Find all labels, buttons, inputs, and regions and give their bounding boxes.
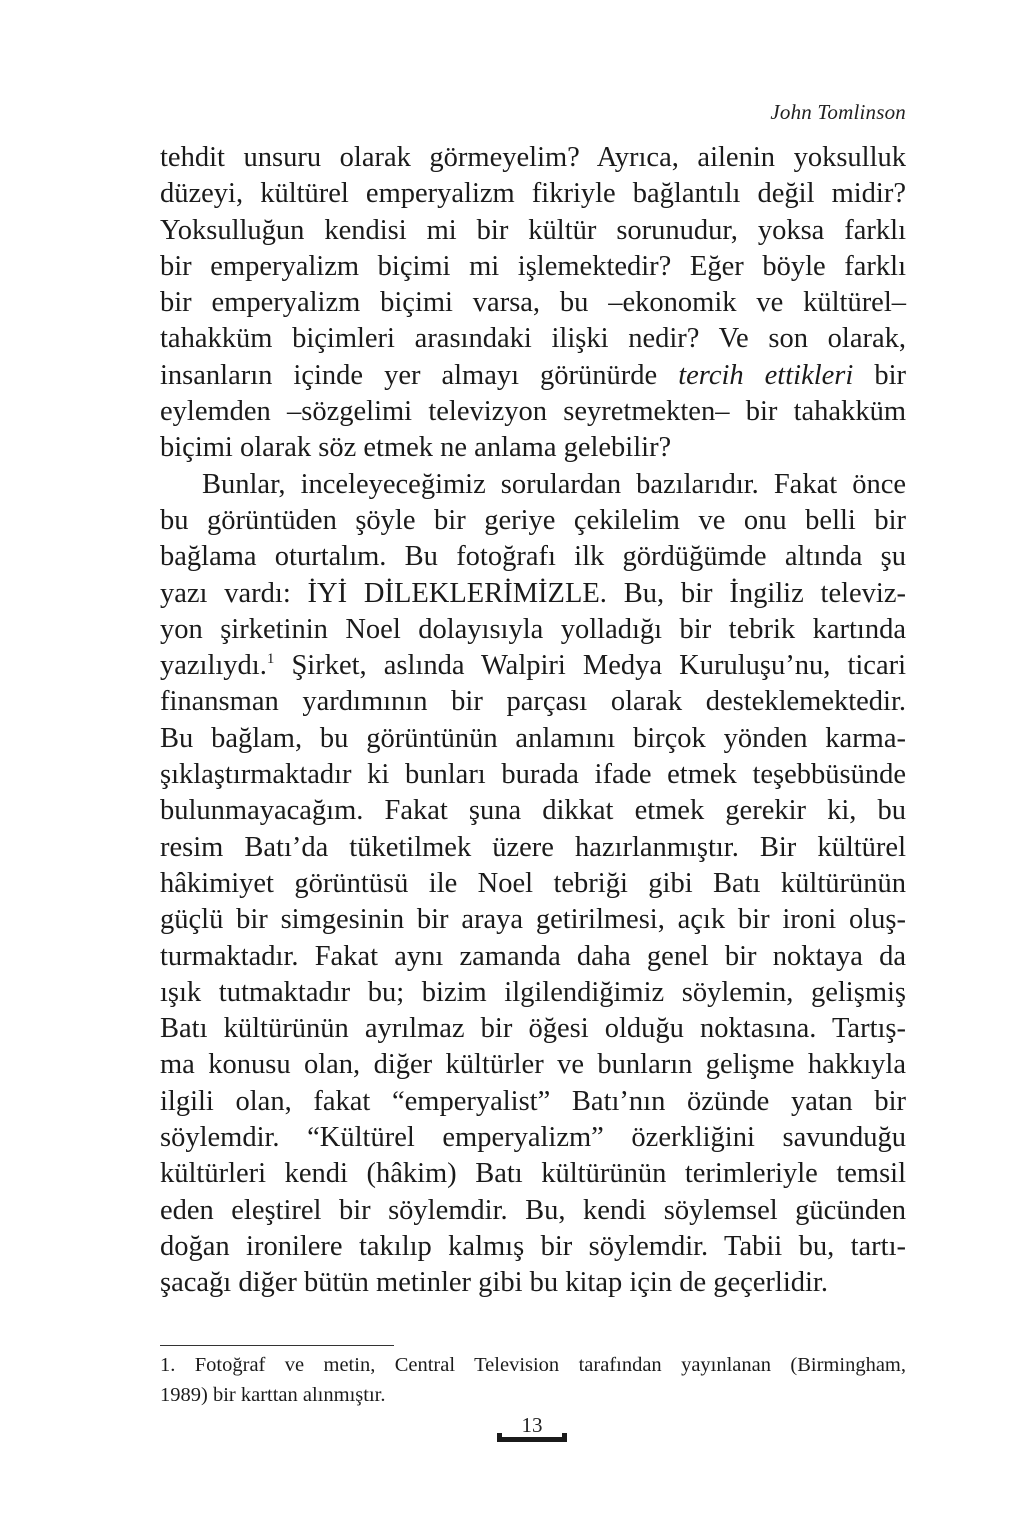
text-line: tahakküm biçimleri arasındaki ilişki nedir? Ve son olarak, [160,323,906,355]
text-line: biçimi olarak söz etmek ne anlama gelebilir? [160,432,672,464]
text-line: şacağı diğer bütün metinler gibi bu kitap için de geçerlidir. [160,1267,828,1299]
text-line: Batı kültürünün ayrılmaz bir öğesi olduğu noktasına. Tartış- [160,1013,906,1045]
page-number-bracket [497,1437,567,1442]
text-line: yazı vardı: İYİ DİLEKLERİMİZLE. Bu, bir İngiliz televiz- [160,577,906,609]
footnote-marker[interactable]: 1 [266,651,275,668]
text-run: yazılıydı. [160,650,267,682]
footnote-line: 1989) bir karttan alınmıştır. [160,1384,386,1406]
text-run: Şirket, aslında Walpiri Medya Kuruluşu’nu, ticari [274,650,906,682]
text-line: resim Batı’da tüketilmek üzere hazırlanmıştır. Bir kültürel [160,831,906,863]
text-line: ma konusu olan, diğer kültürler ve bunların gelişme hakkıyla [160,1049,906,1081]
text-line: Bunlar, inceleyeceğimiz sorulardan bazılarıdır. Fakat önce [202,468,906,500]
text-line: bağlama oturtalım. Bu fotoğrafı ilk gördüğümde altında şu [160,541,906,573]
text-run: bir [853,359,906,391]
text-line: bir emperyalizm biçimi mi işlemektedir? Eğer böyle farklı [160,250,906,282]
text-line: Yoksulluğun kendisi mi bir kültür sorunudur, yoksa farklı [160,214,906,246]
italic-emphasis: tercih ettikleri [678,359,854,391]
text-line-with-footnote [160,648,906,684]
text-line: bu görüntüden şöyle bir geriye çekilelim ve onu belli bir [160,504,906,536]
footnote [160,1350,906,1410]
running-head: John Tomlinson [770,100,906,124]
text-line: kültürleri kendi (hâkim) Batı kültürünün terimleriyle temsil [160,1158,906,1190]
text-line: doğan ironilere takılıp kalmış bir söylemdir. Tabii bu, tartı- [160,1230,906,1262]
text-run: insanların içinde yer almayı görünürde [160,359,679,391]
text-line: turmaktadır. Fakat aynı zamanda daha genel bir noktaya da [160,940,906,972]
text-line: Bu bağlam, bu görüntünün anlamını birçok yönden karma- [160,722,906,754]
page-number: 13 [521,1413,543,1437]
text-line-with-italic [160,358,906,394]
text-line: finansman yardımının bir parçası olarak desteklemektedir. [160,686,906,718]
text-line: eden eleştirel bir söylemdir. Bu, kendi söylemsel gücünden [160,1194,906,1226]
footnote-divider [160,1345,394,1346]
text-line: ışık tutmaktadır bu; bizim ilgilendiğimiz söylemin, gelişmiş [160,976,906,1008]
text-line: şıklaştırmaktadır ki bunları burada ifade etmek teşebbüsünde [160,759,906,791]
text-line: yon şirketinin Noel dolayısıyla yolladığı bir tebrik kartında [160,613,906,645]
text-line: düzeyi, kültürel emperyalizm fikriyle bağlantılı değil midir? [160,178,906,210]
text-line: tehdit unsuru olarak görmeyelim? Ayrıca, ailenin yoksulluk [160,142,906,173]
text-line: hâkimiyet görüntüsü ile Noel tebriği gibi Batı kültürünün [160,867,906,899]
text-line: söylemdir. “Kültürel emperyalizm” özerkliğini savunduğu [160,1122,906,1154]
footnote-line: 1. Fotoğraf ve metin, Central Television tarafından yayınlanan (Birmingham, [160,1354,906,1376]
text-line: eylemden –sözgelimi televizyon seyretmekten– bir tahakküm [160,396,906,428]
body-text [160,140,906,1302]
text-line: bir emperyalizm biçimi varsa, bu –ekonomik ve kültürel– [160,287,906,319]
text-line: bulunmayacağım. Fakat şuna dikkat etmek gerekir ki, bu [160,795,906,827]
text-line: ilgili olan, fakat “emperyalist” Batı’nın özünde yatan bir [160,1085,906,1117]
text-line: güçlü bir simgesinin bir araya getirilmesi, açık bir ironi oluş- [160,904,906,936]
